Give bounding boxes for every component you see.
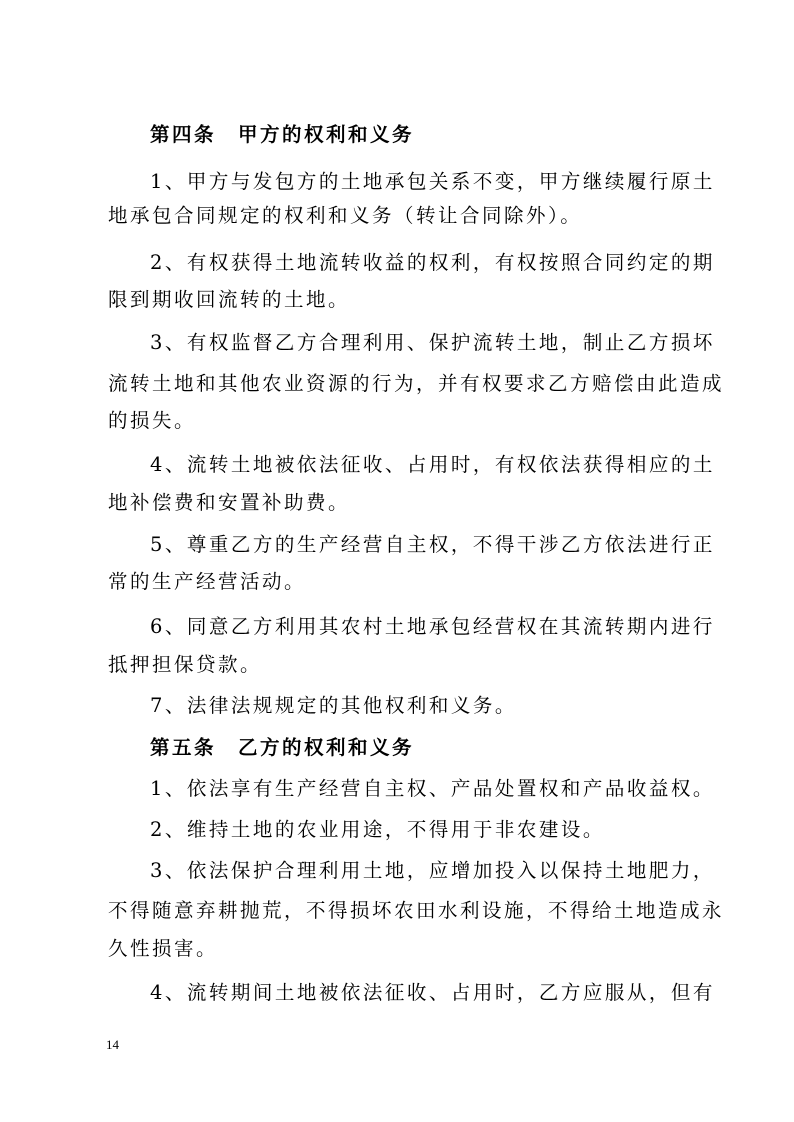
paragraph-line: 7、法律法规规定的其他权利和义务。 xyxy=(150,694,517,717)
paragraph-line: 限到期收回流转的土地。 xyxy=(108,288,351,311)
paragraph-line: 4、流转期间土地被依法征收、占用时，乙方应服从，但有 xyxy=(150,981,715,1004)
paragraph-line: 2、有权获得土地流转收益的权利，有权按照合同约定的期 xyxy=(150,251,715,274)
paragraph-line: 流转土地和其他农业资源的行为，并有权要求乙方赔偿由此造成 xyxy=(108,372,725,395)
paragraph-line: 5、尊重乙方的生产经营自主权，不得干涉乙方依法进行正 xyxy=(150,533,715,556)
paragraph-line: 久性损害。 xyxy=(108,937,219,960)
paragraph-line: 2、维持土地的农业用途，不得用于非农建设。 xyxy=(150,818,605,841)
paragraph-line: 4、流转土地被依法征收、占用时，有权依法获得相应的土 xyxy=(150,453,715,476)
paragraph-line: 3、依法保护合理利用土地，应增加投入以保持土地肥力， xyxy=(150,859,715,882)
paragraph-line: 1、依法享有生产经营自主权、产品处置权和产品收益权。 xyxy=(150,777,715,800)
paragraph-line: 的损失。 xyxy=(108,409,197,432)
paragraph-line: 不得随意弃耕抛荒，不得损坏农田水利设施，不得给土地造成永 xyxy=(108,899,725,922)
paragraph-line: 地承包合同规定的权利和义务（转让合同除外）。 xyxy=(108,204,583,227)
paragraph-line: 3、有权监督乙方合理利用、保护流转土地，制止乙方损坏 xyxy=(150,331,715,354)
article-4-heading: 第四条 甲方的权利和义务 xyxy=(150,123,415,146)
paragraph-line: 抵押担保贷款。 xyxy=(108,653,263,676)
paragraph-line: 6、同意乙方利用其农村土地承包经营权在其流转期内进行 xyxy=(150,615,715,638)
paragraph-line: 地补偿费和安置补助费。 xyxy=(108,491,351,514)
paragraph-line: 常的生产经营活动。 xyxy=(108,570,307,593)
paragraph-line: 1、甲方与发包方的土地承包关系不变，甲方继续履行原土 xyxy=(150,170,715,193)
page-number: 14 xyxy=(106,1037,119,1052)
article-5-heading: 第五条 乙方的权利和义务 xyxy=(150,736,415,759)
